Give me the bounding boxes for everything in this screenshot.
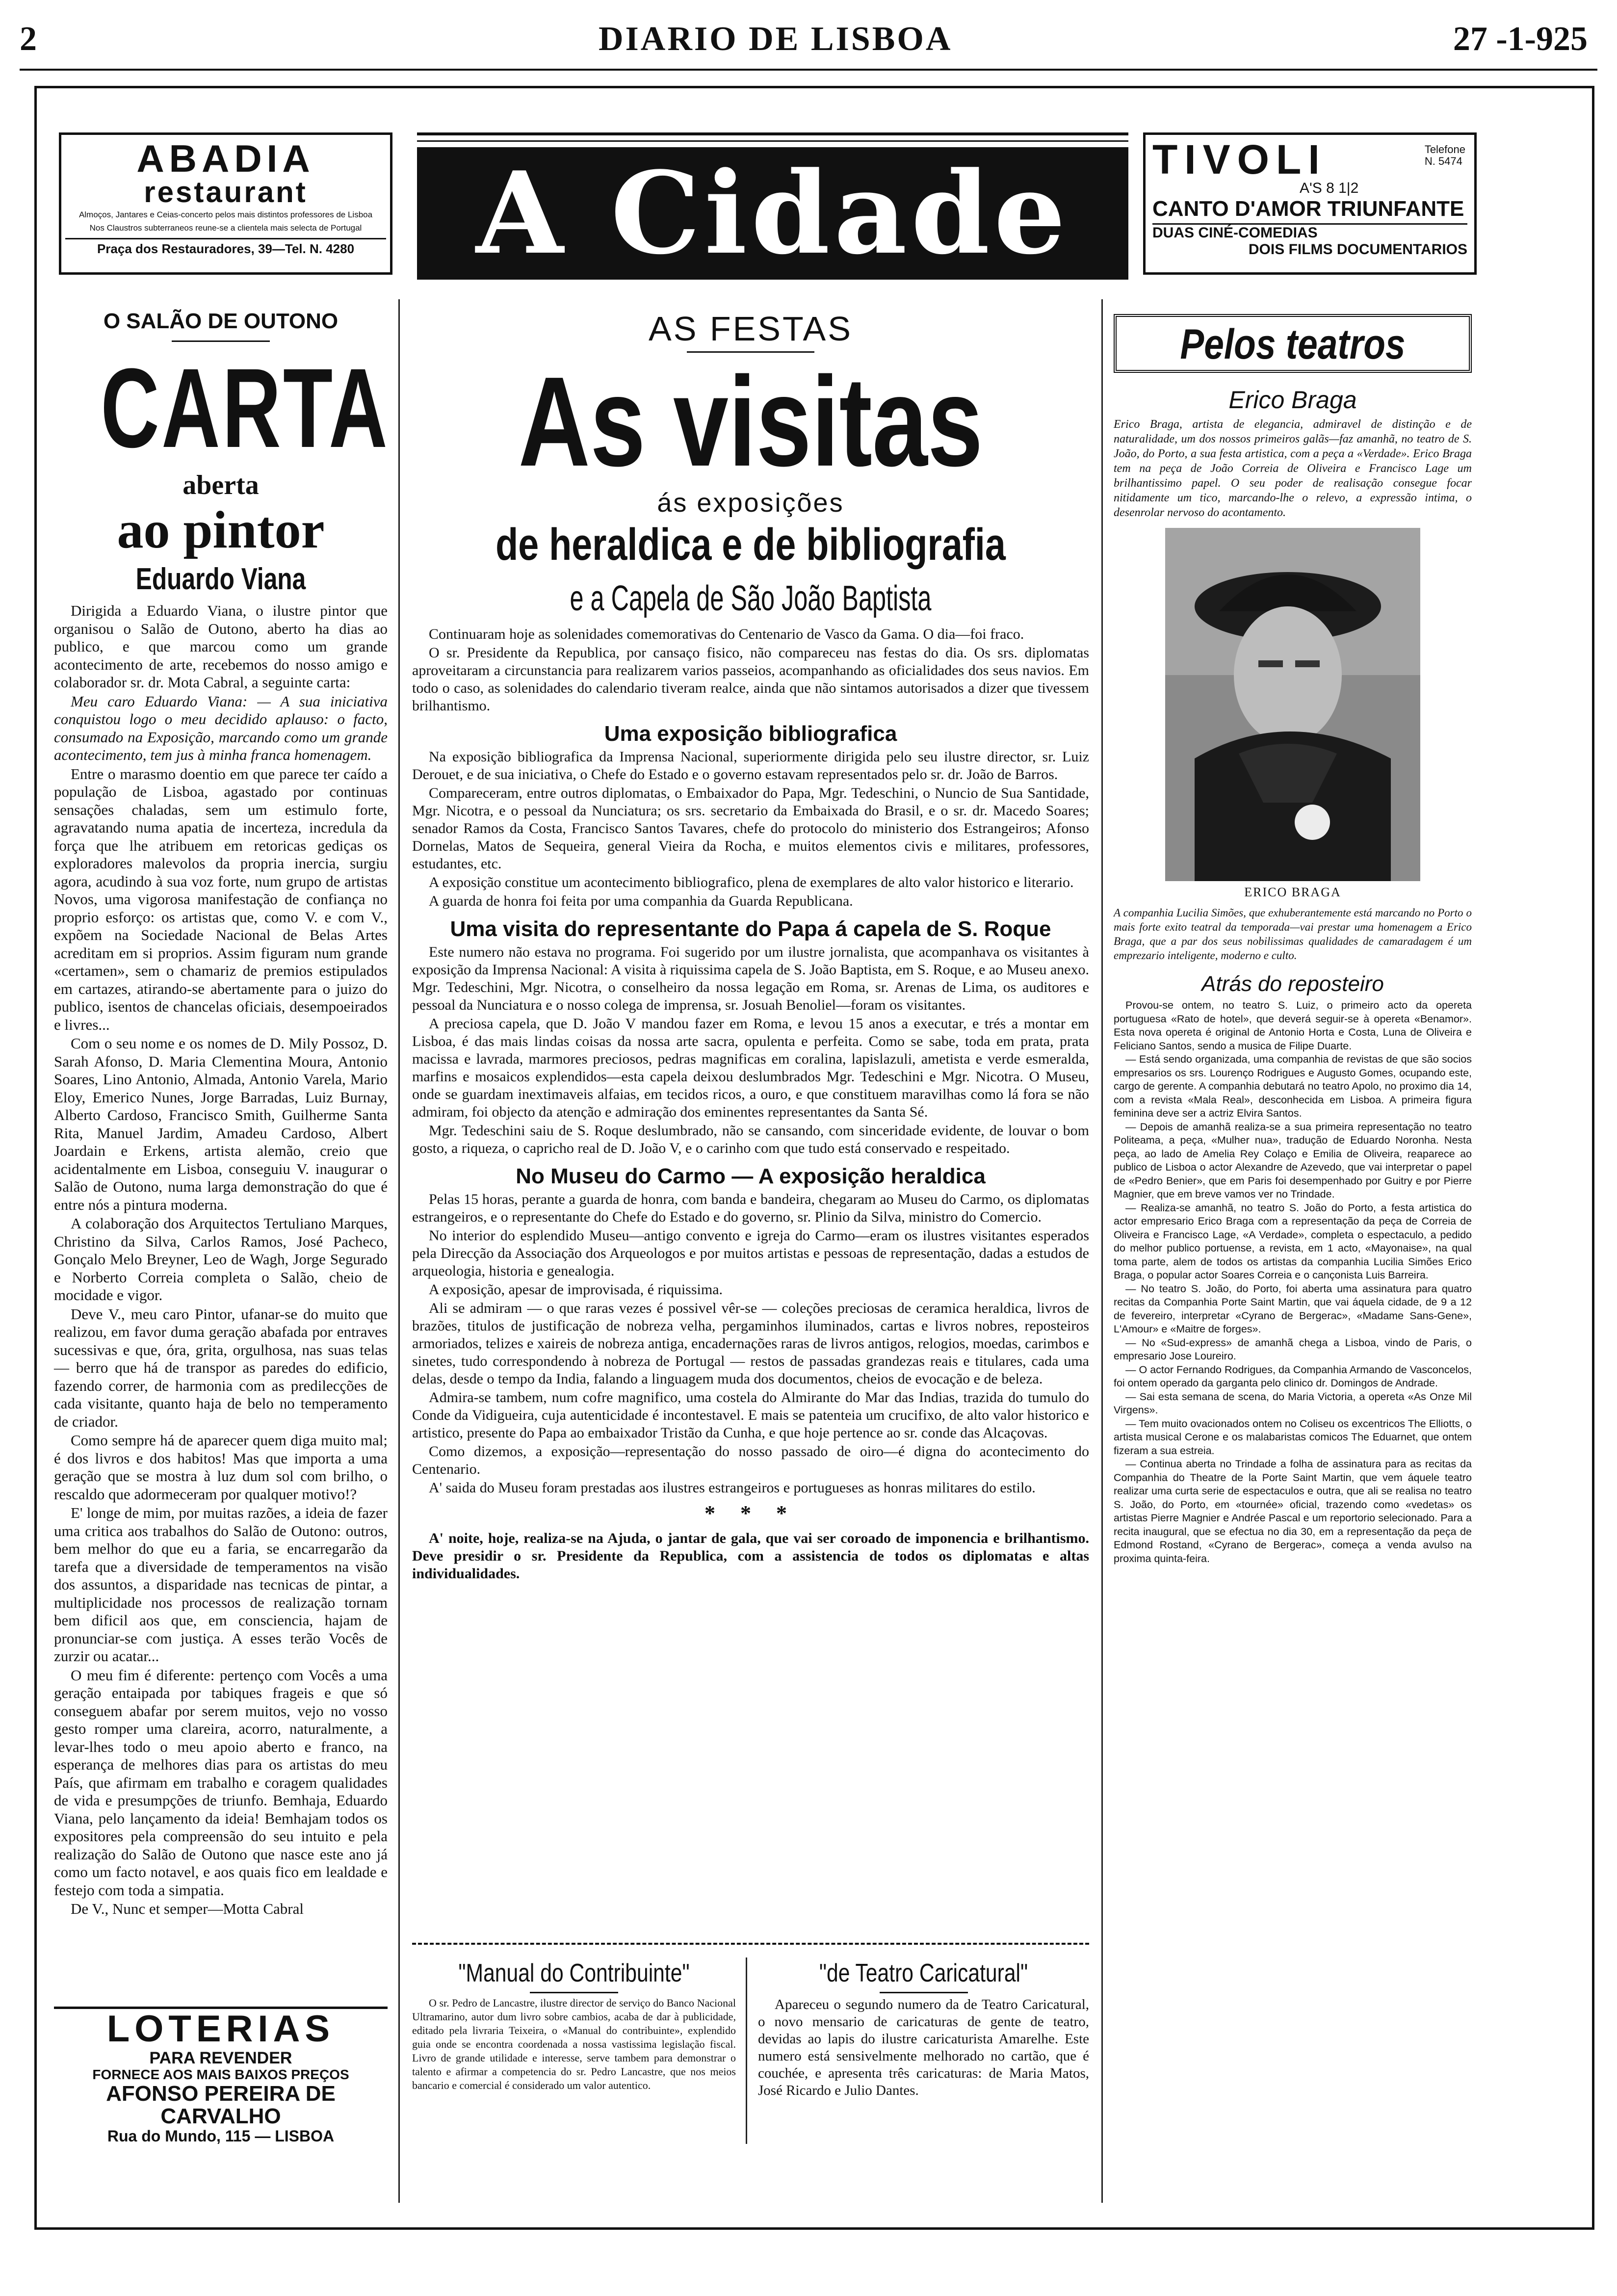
center-sec3-paragraph: Admira-se tambem, num cofre magnifico, uma costela do Almirante do Mar das Indias, trazida do tumulo do Conde da Vidigueira, cuja autenticidade é incontestavel. E mais se patenteia um crucifixo, de alto valor historico e artistico, presente do Papa ao embaixador Tristão da Cunha, e que hoje pertence ao sr. conde das Alcaçovas. <box>412 1389 1089 1441</box>
portrait-illustration <box>1165 528 1420 881</box>
ad-loterias-line2: FORNECE AOS MAIS BAIXOS PREÇOS <box>92 2067 349 2082</box>
center-kicker: AS FESTAS <box>649 310 853 348</box>
ad-loterias-name: AFONSO PEREIRA DE CARVALHO <box>106 2082 336 2128</box>
center-sec3-paragraph: A' saida do Museu foram prestadas aos ilustres estrangeiros e portugueses as honras militares do estilo. <box>429 1480 1036 1496</box>
box-manual-rule <box>530 1992 618 1993</box>
left-subtitle: aberta <box>183 470 259 500</box>
center-sec3-paragraph: Como dizemos, a exposição—representação do nosso passado de oiro—é digna do acontecimento do Centenario. <box>412 1443 1089 1477</box>
pelos-teatros-banner <box>1114 314 1472 373</box>
ad-abadia-address: Praça dos Restauradores, 39—Tel. N. 4280 <box>65 238 386 257</box>
ad-tivoli-phone-label: Telefone <box>1424 143 1465 156</box>
ad-abadia <box>59 132 392 275</box>
ad-tivoli <box>1143 132 1477 275</box>
title-top-rule <box>417 132 1128 142</box>
center-headline2: de heraldica e de bibliografia <box>496 520 1006 570</box>
photo-caption: ERICO BRAGA <box>1244 885 1341 899</box>
ad-tivoli-film: CANTO D'AMOR TRIUNFANTE <box>1152 197 1464 221</box>
reposteiro-item: — Depois de amanhã realiza-se a sua primeira representação no teatro Politeama, a peça, «Mulher nua», tradução de Eduardo Noronha. Nesta peça, ao lado de Amelia Rey Colaço e Emilia de Oliveira, reaparece ao publico de Lisboa o actor Alexandre de Azevedo, que vai interpretar o papel de «Pedro Benier», que em Paris foi desempenhado por Guitry e por Pierre Magnier, que em breve vamos ver no Trindade. <box>1114 1121 1472 1200</box>
left-body <box>54 602 388 1918</box>
bottom-boxes-divider <box>746 1957 747 2144</box>
reposteiro-item: — No «Sud-express» de amanhã chega a Lisboa, vindo de Paris, o empresario Jose Loureiro. <box>1114 1336 1472 1362</box>
center-stars: * * * <box>704 1501 797 1525</box>
center-sec3-paragraph: A exposição, apesar de improvisada, é riquissima. <box>429 1281 723 1298</box>
center-sec2 <box>412 943 1089 1157</box>
center-closing: A' noite, hoje, realiza-se na Ajuda, o jantar de gala, que vai ser coroado de imponencia e brilhantismo. Deve presidir o sr. Presidente da Republica, com a assistencia de todos os diplomatas e altas individualidades. <box>412 1530 1089 1582</box>
left-paragraph: E' longe de mim, por muitas razões, a ideia de fazer uma critica aos trabalhos do Salão de Outono: outros, bem melhor do que eu a faria, se encarregarão da tarefa que a diversidade de temperamentos na visão dos assuntos, a disparidade nas tecnicas de pintar, a multiplicidade nos processos de realização tornam bem dificil aos que, em consciencia, hajam de pronunciar-se com justiça. A esses terão Vocês de zurzir ou acatar... <box>54 1504 388 1665</box>
reposteiro-item: — Realiza-se amanhã, no teatro S. João do Porto, a festa artistica do actor empresario Erico Braga com a representação da peça de Correia de Oliveira e Francisco Lage, «A Verdade», completa o espectaculo, a pedido do melhor publico portuense, a revista, em 1 acto, «Mayonaise», na qual toma parte, alem de todos os artistas da companhia Lucilia Simões Erico Braga, o popular actor Soares Correia e o cançonista Luis Barreira. <box>1114 1201 1472 1281</box>
left-paragraph: Como sempre há de aparecer quem diga muito mal; é dos livros e dos habitos! Mas que importa a uma geração que se mostra à luz dum sol com brilho, o rescaldo que adormeceram por qualquer motivo!? <box>54 1432 388 1503</box>
ad-loterias-title: LOTERIAS <box>106 2008 335 2050</box>
ad-abadia-line1: Almoços, Jantares e Ceias-concerto pelos mais distintos professores de Lisboa <box>78 210 373 219</box>
page-number: 2 <box>20 20 37 58</box>
center-sec3-paragraph: Pelas 15 horas, perante a guarda de honra, com banda e bandeira, chegaram ao Museu do Carmo, os diplomatas estrangeiros, e o representante do Chefe do Estado e do governo, sr. Plinio da Silva, ministro do Comercio. <box>412 1191 1089 1225</box>
erico-para2: A companhia Lucilia Simões, que exhuberantemente está marcando no Porto o mais forte exito teatral da temporada—vai prestar uma homenagem a Erico Braga, que a par dos seus nobilissimas qualidades de camaradagem é um emprezario inteligente, moderno e culto. <box>1114 907 1472 962</box>
reposteiro-item: — Continua aberta no Trindade a folha de assinatura para as recitas da Companhia do Theatre de la Porte Saint Martin, que vem áquele teatro realizar uma curta serie de espectaculos e outra, que ali se realisa no teatro S. João, do Porto, em «tournée» oficial, trazendo como «vedetas» os artistas Pierre Magnier e Andrée Pascal e um reportorio selecionado. Para a recita inaugural, que se efectua no dia 30, em a representação da peça de Edmond Rostand, «Cyrano de Bergerac», começa a venda avulso na proxima quinta-feira. <box>1114 1458 1472 1565</box>
reposteiro-item: — Tem muito ovacionados ontem no Coliseu os excentricos The Elliotts, o artista musical Cerone e os malabaristas comicos The Eduarnet, que ontem fizeram a sua estreia. <box>1114 1417 1472 1457</box>
center-sec1-title: Uma exposição bibliografica <box>604 722 897 746</box>
left-paragraph: Deve V., meu caro Pintor, ufanar-se do muito que realizou, em favor duma geração abafada por entraves sucessivas e que, óra, grita, orgulhosa, nas suas telas — berro que há de transpor as paredes do edificio, fazendo correr, de harmonia com as predilecções de cada visitante, quanto haja de belo no temperamento de criador. <box>54 1305 388 1430</box>
reposteiro-item: Provou-se ontem, no teatro S. Luiz, o primeiro acto da opereta portuguesa «Rato de hotel», que deverá seguir-se à opereta «Benamor». Esta nova opereta é original de Antonio Horta e Costa, Luna de Oliveira e Feliciano Santos, sendo a musica de Filipe Duarte. <box>1114 999 1472 1052</box>
ad-tivoli-name: TIVOLI <box>1152 136 1327 183</box>
left-paragraph: Meu caro Eduardo Viana: — A sua iniciativa conquistou logo o meu decidido aplauso: o facto, consumado na Exposição, marcando como um grande acontecimento, tem jus à minha franca homenagem. <box>54 692 388 763</box>
left-title: CARTA <box>101 345 390 471</box>
ad-tivoli-line2: DOIS FILMS DOCUMENTARIOS <box>1248 241 1467 258</box>
left-paragraph: O meu fim é diferente: pertenço com Vocês a uma geração entaipada por tabiques frageis e que só conseguem abafar por serem muitos, vejo no vosso gesto romper uma clareira, acorro, naturalmente, a levar-lhes todo o meu apoio aberto e franco, na esperança de melhores dias para os artistas do meu País, que afirmam em trabalho e coragem qualidades de vida e presumpções de triunfo. Bemhaja, Eduardo Viana, pelo lançamento da ideia! Bemhajam todos os expositores pela compreensão do seu intuito e pela realização do Salão de Outono que nasce este ano já como um facto notavel, e aos quais fico em lealdade e festejo com toda a simpatia. <box>54 1666 388 1899</box>
section-title-box <box>417 147 1128 280</box>
left-paragraph: A colaboração dos Arquitectos Tertuliano Marques, Christino da Silva, Carlos Ramos, José Pacheco, Gonçalo Melo Breyner, Leo de Wagh, Jorge Segurado e Norberto Correia completa o Salão, cheio de mocidade e vigor. <box>54 1215 388 1304</box>
center-sec1 <box>412 748 1089 910</box>
erico-braga-photo <box>1165 528 1420 881</box>
left-signature: De V., Nunc et semper—Motta Cabral <box>71 1900 304 1917</box>
pelos-teatros-title: Pelos teatros <box>1180 321 1406 368</box>
ad-loterias <box>54 2007 388 2145</box>
center-sec2-paragraph: A preciosa capela, que D. João V mandou fazer em Roma, e levou 15 anos a executar, e trés a montar em Lisboa, é das mais lindas coisas da nossa arte sacra, opulenta e perfeita. Como se sabe, toda em prata, prata macissa e lavrada, marmores preciosos, pedras magnificas em coralina, lapislazuli, ametista e verde esmeralda, marfins e mosaicos explendidos—esta capela deixou deslumbrados Mgr. Tedeschini e Mgr. Nicotra. O Museu, onde se guardam inextimaveis alfaias, em tecidos ricos, a ouro, e que constituem maravilhas como lá fora se não admiram, foi objecto da atenção e admiração dos eminentes representantes da Santa Sé. <box>412 1016 1089 1120</box>
box-teatro-body <box>758 1996 1089 2099</box>
left-title2: ao pintor <box>117 501 325 559</box>
center-sec2-title: Uma visita do representante do Papa á capela de S. Roque <box>450 917 1051 941</box>
ad-abadia-name: ABADIA <box>136 137 315 180</box>
center-sec3 <box>412 1191 1089 1497</box>
issue-date: 27 -1-925 <box>1453 20 1588 58</box>
center-sec3-paragraph: Ali se admiram — o que raras vezes é possivel vêr-se — coleções preciosas de ceramica heraldica, livros de brazões, titulos de justificação de nobreza velha, pergaminhos iluminados, cartas e livros nobres, reposteiros armoriados, telizes e xaireis de nobreza antiga, encadernações raras de livros antigos, relogios, moedas, carimbos e sinetes, tudo correspondendo à nobreza de Portugal — restos de passadas grandezas reais e titulares, cada uma delas, desde o tempo da India, falando a linguagem muda dos documentos, cheios de evocação e de beleza. <box>412 1300 1089 1387</box>
left-paragraph: Dirigida a Eduardo Viana, o ilustre pintor que organisou o Salão de Outono, aberto ha dias ao publico, e que marcou como um grande acontecimento de arte, recebemos do nosso amigo e colaborador sr. dr. Mota Cabral, a seguinte carta: <box>54 602 388 691</box>
column-rule-left <box>398 299 400 2203</box>
ad-abadia-line2: Nos Claustros subterraneos reune-se a clientela mais selecta de Portugal <box>89 223 362 233</box>
center-sec3-title: No Museu do Carmo — A exposição heraldica <box>516 1164 986 1188</box>
center-intro-paragraph: O sr. Presidente da Republica, por cansaço fisico, não compareceu nas festas do dia. Os srs. diplomatas aproveitaram a circunstancia para realizarem varios passeios, acompanhando as oficialidades dos seus navios. Em todo o caso, as solenidades do calendario tiveram realce, ainda que não sintamos autorisados a dizer que tivessem brilhantismo. <box>412 645 1089 714</box>
bottom-boxes-rule <box>412 1943 1089 1951</box>
section-title: A Cidade <box>476 147 1069 280</box>
column-rule-right <box>1101 299 1103 2203</box>
box-manual-body <box>412 1996 736 2092</box>
ad-tivoli-line1: DUAS CINÉ-COMEDIAS <box>1152 223 1467 241</box>
center-sec2-paragraph: Mgr. Tedeschini saiu de S. Roque deslumbrado, não se cansando, com sinceridade evidente, de louvar o bom gosto, a riqueza, o capricho real de D. João V, e o carinho com que tudo está conservado e respeitado. <box>412 1122 1089 1156</box>
center-sec1-paragraph: Compareceram, entre outros diplomatas, o Embaixador do Papa, Mgr. Tedeschini, o Nuncio de Sua Santidade, Mgr. Nicotra, e o pessoal da Nunciatura; os srs. secretario da Embaixada do Brasil, e o sr. dr. Macedo Soares; senador Ramos da Costa, Francisco Santos Tavares, chefe do protocolo do ministerio dos Estrangeiros; Afonso Dornelas, Matos de Sequeira, general Vieira da Rocha, e muitos elementos civis e militares, professores, estudantes, etc. <box>412 785 1089 872</box>
ad-abadia-kind: restaurant <box>144 176 308 209</box>
box-teatro-text: Apareceu o segundo numero da de Teatro Caricatural, o novo mensario de caricaturas de gente de teatro, devidas ao lapis do ilustre caricaturista Amarelhe. Este numero está sensivelmente melhorado no cartão, que é couchée, e apresenta três caricaturas: de Maria Matos, José Ricardo e Julio Dantes. <box>758 1997 1089 2098</box>
top-bar <box>20 15 1597 69</box>
box-manual-contribuinte <box>412 1957 736 2093</box>
masthead: DIARIO DE LISBOA <box>599 20 953 58</box>
center-headline3: e a Capela de São João Baptista <box>570 579 932 618</box>
center-sec2-paragraph: Este numero não estava no programa. Foi sugerido por um ilustre jornalista, que acompanhava os visitantes à exposição da Imprensa Nacional: A visita à riquissima capela de S. João Baptista, em S. Roque, e ao Museu anexo. Mgr. Tedeschini, Mgr. Nicotra, o conselheiro da nossa legação em Roma, sr. Arenas de Lima, os auditores e pessoal da Nunciatura e o nosso colega de imprensa, sr. Josuah Benoliel—foram os visitantes. <box>412 944 1089 1013</box>
center-sec1-paragraph: A guarda de honra foi feita por uma companhia da Guarda Republicana. <box>429 893 853 909</box>
atras-do-reposteiro: Atrás do reposteiro <box>1201 972 1384 996</box>
ad-loterias-line1: PARA REVENDER <box>149 2049 292 2067</box>
center-intro-paragraph: Continuaram hoje as solenidades comemorativas do Centenario de Vasco da Gama. O dia—foi fraco. <box>429 626 1024 642</box>
ad-tivoli-phone: N. 5474 <box>1424 155 1462 167</box>
reposteiro-items <box>1114 999 1472 1565</box>
reposteiro-item: — No teatro S. João, do Porto, foi aberta uma assinatura para quatro recitas da Companhia Porte Saint Martin, que vai áquela cidade, de 9 a 12 de fevereiro, interpretar «Cyrano de Bergerac», «Madame Sans-Gene», L'Amour» e «Maitre de forges». <box>1114 1282 1472 1335</box>
box-teatro-caricatural <box>758 1957 1089 2100</box>
center-sec1-paragraph: Na exposição bibliografica da Imprensa Nacional, superiormente dirigida pelo seu ilustre director, sr. Luiz Derouet, e de sua iniciativa, o Chefe do Estado e o governo estavam representados pelo sr. dr. João de Barros. <box>412 749 1089 783</box>
right-column <box>1114 314 1472 1565</box>
left-article <box>54 309 388 1919</box>
center-subtitle: ás exposições <box>657 488 844 518</box>
left-paragraph: Entre o marasmo doentio em que parece ter caído a população de Lisboa, agastado por continuas sensações chaladas, sem um estimulo forte, agravatando numa apatia de incerteza, incredula da força que lhe atribuem em retoricas gediças os exploradores malevolos da propria inercia, surgiu agora, acudindo à sua voz forte, num grupo de artistas Novos, uma vigorosa manifestação de confiança no proprio esforço: os artistas que, como V. e com V., expõem na Sociedade Nacional de Belas Artes acreditam em si proprios. Assim figuram num grande «certamen», sem o chamariz de premios estipulados em cartazes, atirando-se abertamente para o juizo do publico, isentos de chancelas oficiais, desempoeirados e livres... <box>54 765 388 1033</box>
center-closing-wrap <box>412 1530 1089 1583</box>
erico-intro: Erico Braga, artista de elegancia, admiravel de distinção e de naturalidade, um dos nossos primeiros galãs—faz amanhã, no teatro de S. João, do Porto, a sua festa artistica, com a peça a «Verdade». Erico Braga tem na peça de João Correia de Oliveira e Francisco Lage um brilhantissimo papel. O seu poder de realisação consegue focar nitidamente um tico, marcando-lhe o relevo, a expressão intima, o desenrolar nervoso do acontamento. <box>1114 418 1472 519</box>
center-title: As visitas <box>518 351 983 493</box>
ad-loterias-address: Rua do Mundo, 115 — LISBOA <box>107 2127 335 2145</box>
center-article <box>412 309 1089 1584</box>
box-teatro-title: "de Teatro Caricatural" <box>819 1959 1028 1987</box>
ad-tivoli-time: A'S 8 1|2 <box>1300 180 1359 196</box>
center-sec3-paragraph: No interior do esplendido Museu—antigo convento e igreja do Carmo—eram os ilustres visitantes esperados pela Direcção da Associação dos Arqueologos e por muitos artistas e pessoas de representação, dadas a estudos de arqueologia, historia e genealogia. <box>412 1227 1089 1279</box>
reposteiro-item: — Está sendo organizada, uma companhia de revistas de que são socios empresarios os srs. Lourenço Rodrigues e Augusto Gomes, ocupando este, cargo de gerente. A companhia debutará no teatro Apolo, no proximo dia 14, com a revista «Mala Real», desconhecida em Lisboa. A primeira figura feminina deve ser a actriz Elvira Santos. <box>1114 1053 1472 1119</box>
left-paragraph: Com o seu nome e os nomes de D. Mily Possoz, D. Sarah Afonso, D. Maria Clementina Moura, Antonio Soares, Lino Antonio, Almada, Antonio Varela, Mario Eloy, Emerico Nunes, Jorge Barradas, Luiz Burnay, Alberto Cardoso, Francisco Smith, Guilherme Santa Rita, Manuel Jardim, Amadeu Cardoso, Albert Joardain e Erkens, artista alemão, creio que acidentalmente em Lisboa, conseguiu V. inaugurar o Salão de Outono, numa larga demonstração do que é entre nós a pintura moderna. <box>54 1035 388 1213</box>
left-kicker: O SALÃO DE OUTONO <box>103 309 339 333</box>
top-rule <box>20 69 1597 71</box>
reposteiro-item: — O actor Fernando Rodrigues, da Companhia Armando de Vasconcelos, foi ontem operado da garganta pelo clinico dr. Domingos de Andrade. <box>1114 1363 1472 1389</box>
left-name: Eduardo Viana <box>135 562 306 596</box>
center-intro <box>412 626 1089 715</box>
center-sec1-paragraph: A exposição constitue um acontecimento bibliografico, plena de exemplares de alto valor historico e literario. <box>429 874 1074 890</box>
erico-braga-heading: Erico Braga <box>1228 386 1357 414</box>
box-teatro-rule <box>880 1992 968 1993</box>
box-manual-text: O sr. Pedro de Lancastre, ilustre director de serviço do Banco Nacional Ultramarino, autor dum livro sobre cambios, acaba de dar à publicidade, editado pela livraria Teixeira, o «Manual do contribuinte», explendido guia onde se encontra coordenada a nossa vastissima legislação fiscal. Livro de grande utilidade e interesse, serve tambem para demonstrar o talento e afirmar a competencia do sr. Pedro Lancastre, que nos meios bancario e comercial é considerado um valor autentico. <box>412 1997 736 2091</box>
reposteiro-item: — Sai esta semana de scena, do Maria Victoria, a opereta «As Onze Mil Virgens». <box>1114 1390 1472 1416</box>
box-manual-title: "Manual do Contribuinte" <box>458 1959 690 1987</box>
kicker-rule <box>172 340 270 342</box>
